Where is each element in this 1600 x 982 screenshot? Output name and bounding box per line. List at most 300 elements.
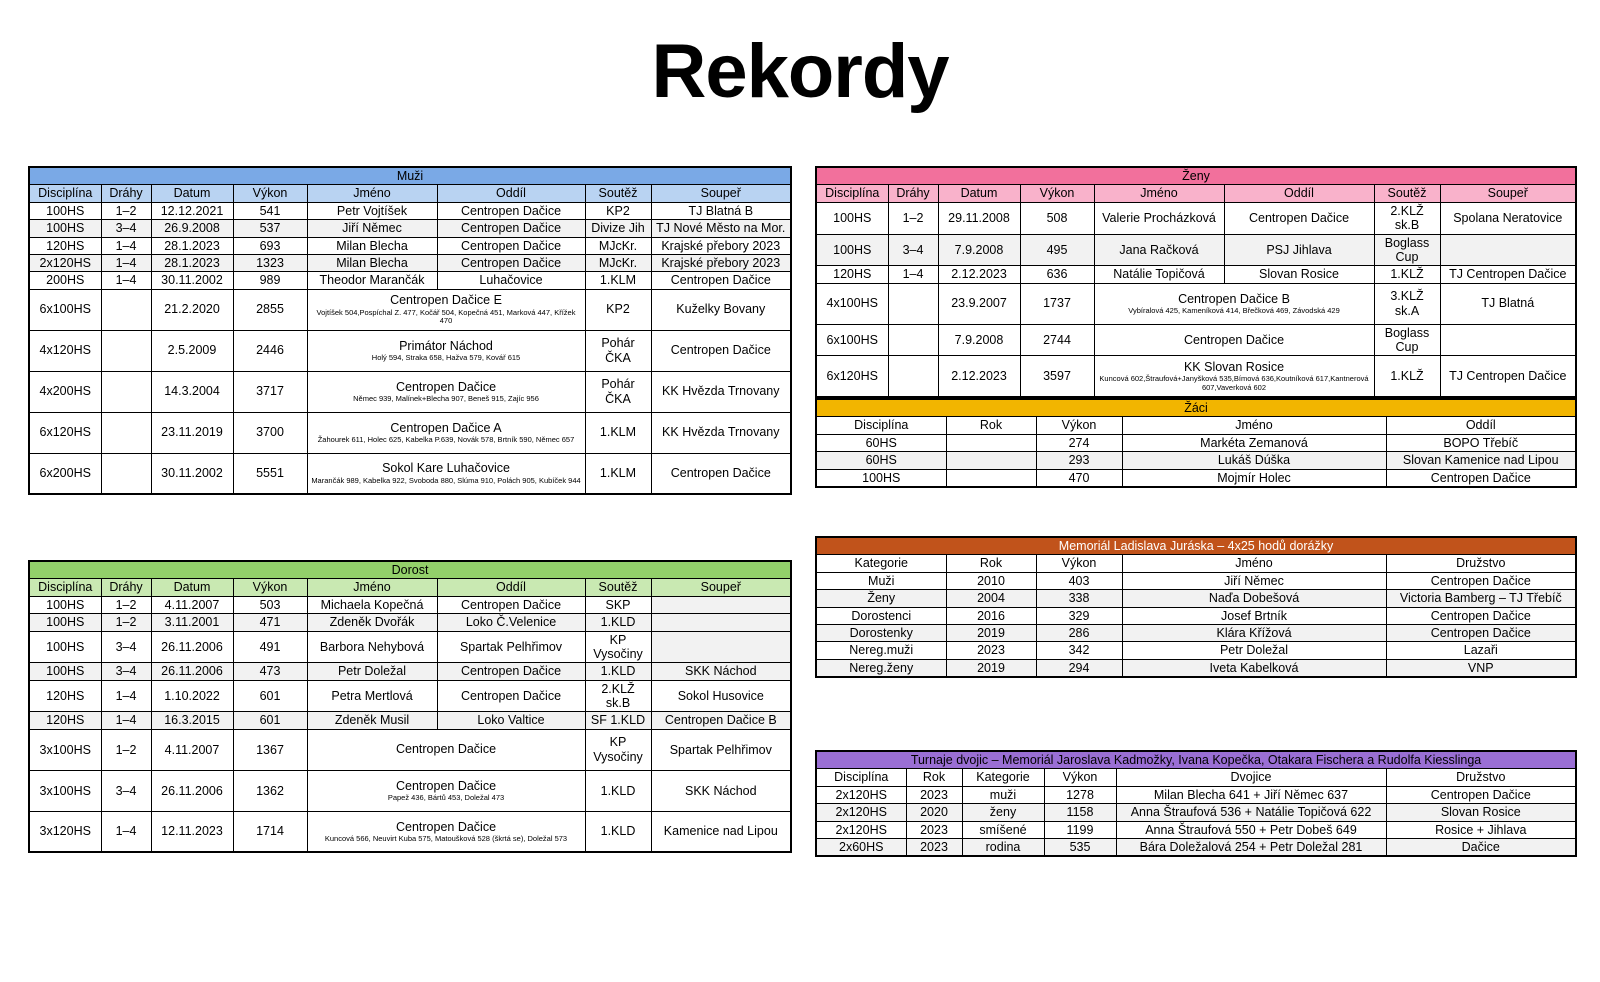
cell-jmeno: Iveta Kabelková [1122, 659, 1386, 677]
cell-druzstvo: Slovan Rosice [1386, 804, 1576, 821]
cell-vykon: 1158 [1044, 804, 1116, 821]
cell-jmeno: Josef Brtník [1122, 607, 1386, 624]
cell-soutez: KP2 [585, 289, 651, 330]
cell-rok [946, 452, 1036, 469]
cell-kategorie: Dorostenky [816, 624, 946, 641]
cell-vykon: 286 [1036, 624, 1122, 641]
cell-datum: 21.2.2020 [151, 289, 233, 330]
cell-team-detail: Vybíralová 425, Kameníková 414, Břečková 469, Závodská 429 [1128, 306, 1340, 315]
cell-rok: 2023 [906, 786, 962, 803]
table-row [816, 838, 1576, 856]
cell-soutez: 1.KLM [585, 272, 651, 289]
cell-souper: TJ Centropen Dačice [1440, 356, 1576, 397]
col-datum: Datum [151, 185, 233, 202]
cell-oddil: Slovan Rosice [1224, 266, 1374, 283]
table-row [816, 202, 1576, 234]
banner-zaci [816, 399, 1576, 417]
cell-datum: 12.12.2021 [151, 202, 233, 219]
cell-soutez: 2.KLŽ sk.B [585, 680, 651, 712]
cell-datum: 26.9.2008 [151, 220, 233, 237]
table-row [816, 234, 1576, 266]
cell-drahy: 3–4 [101, 663, 151, 680]
col-kategorie: Kategorie [962, 769, 1044, 786]
col-disciplina: Disciplína [29, 579, 101, 596]
col-vykon: Výkon [1036, 417, 1122, 434]
cell-team [307, 412, 585, 453]
cell-vykon: 2855 [233, 289, 307, 330]
cell-disciplina: 6x100HS [29, 289, 101, 330]
table-row [29, 729, 791, 770]
cell-oddil: Spartak Pelhřimov [437, 631, 585, 663]
banner-label: Muži [29, 167, 791, 185]
cell-datum: 14.3.2004 [151, 371, 233, 412]
col-dvojice: Dvojice [1116, 769, 1386, 786]
cell-soutez: Divize Jih [585, 220, 651, 237]
cell-team-name: Centropen Dačice [395, 819, 497, 834]
cell-disciplina: 100HS [816, 469, 946, 487]
cell-datum: 1.10.2022 [151, 680, 233, 712]
cell-vykon: 403 [1036, 572, 1122, 589]
cell-vykon: 693 [233, 237, 307, 254]
cell-vykon: 508 [1020, 202, 1094, 234]
cell-druzstvo: Centropen Dačice [1386, 607, 1576, 624]
table-row [816, 572, 1576, 589]
cell-soutez: MJcKr. [585, 237, 651, 254]
cell-disciplina: 100HS [816, 202, 888, 234]
cell-drahy [888, 283, 938, 324]
cell-datum: 28.1.2023 [151, 237, 233, 254]
col-soutez: Soutěž [1374, 185, 1440, 202]
cell-jmeno: Markéta Zemanová [1122, 434, 1386, 451]
cell-vykon: 470 [1036, 469, 1122, 487]
cell-dvojice: Milan Blecha 641 + Jiří Němec 637 [1116, 786, 1386, 803]
cell-vykon: 495 [1020, 234, 1094, 266]
cell-vykon: 491 [233, 631, 307, 663]
table-row [816, 659, 1576, 677]
cell-oddil: Centropen Dačice [1386, 469, 1576, 487]
cell-disciplina: 6x200HS [29, 453, 101, 494]
col-disciplina: Disciplína [816, 185, 888, 202]
cell-drahy: 1–2 [101, 614, 151, 631]
cell-drahy: 1–4 [101, 272, 151, 289]
cell-vykon: 1278 [1044, 786, 1116, 803]
table-row [29, 811, 791, 852]
cell-datum: 26.11.2006 [151, 663, 233, 680]
cell-vykon: 1737 [1020, 283, 1094, 324]
cell-soutez: 1.KLD [585, 663, 651, 680]
cell-jmeno: Naďa Dobešová [1122, 590, 1386, 607]
cell-souper [1440, 324, 1576, 356]
cell-drahy [101, 453, 151, 494]
cell-datum: 30.11.2002 [151, 272, 233, 289]
header-row-jurasek [816, 555, 1576, 572]
cell-disciplina: 2x60HS [816, 838, 906, 856]
cell-disciplina: 100HS [29, 631, 101, 663]
cell-vykon: 473 [233, 663, 307, 680]
table-row [29, 272, 791, 289]
col-jmeno: Jméno [1122, 555, 1386, 572]
table-row [29, 680, 791, 712]
cell-datum: 23.9.2007 [938, 283, 1020, 324]
cell-druzstvo: Lazaři [1386, 642, 1576, 659]
col-jmeno: Jméno [1122, 417, 1386, 434]
cell-souper [651, 596, 791, 613]
cell-kategorie: muži [962, 786, 1044, 803]
cell-vykon: 338 [1036, 590, 1122, 607]
cell-vykon: 1362 [233, 770, 307, 811]
cell-team-detail: Kuncová 566, Neuvirt Kuba 575, Matoušková 528 (škrtá se), Doležal 573 [324, 833, 568, 843]
header-row-kadmozky [816, 769, 1576, 786]
col-jmeno: Jméno [307, 579, 437, 596]
cell-soutez: 1.KLD [585, 614, 651, 631]
cell-souper [651, 631, 791, 663]
cell-souper: Sokol Husovice [651, 680, 791, 712]
cell-disciplina: 3x120HS [29, 811, 101, 852]
cell-datum: 4.11.2007 [151, 729, 233, 770]
cell-souper: Spolana Neratovice [1440, 202, 1576, 234]
cell-souper: Krajské přebory 2023 [651, 237, 791, 254]
cell-oddil: Centropen Dačice [1224, 202, 1374, 234]
cell-kategorie: smíšené [962, 821, 1044, 838]
banner-label: Ženy [816, 167, 1576, 185]
cell-jmeno: Petr Vojtíšek [307, 202, 437, 219]
cell-vykon: 294 [1036, 659, 1122, 677]
cell-jmeno: Barbora Nehybová [307, 631, 437, 663]
cell-drahy: 1–2 [101, 202, 151, 219]
cell-jmeno: Petra Mertlová [307, 680, 437, 712]
cell-team [307, 770, 585, 811]
cell-vykon: 3597 [1020, 356, 1094, 397]
cell-datum: 2.5.2009 [151, 330, 233, 371]
cell-soutez: Boglass Cup [1374, 234, 1440, 266]
table-row [816, 590, 1576, 607]
cell-datum: 3.11.2001 [151, 614, 233, 631]
cell-souper: Centropen Dačice [651, 272, 791, 289]
cell-disciplina: 120HS [816, 266, 888, 283]
cell-oddil: Centropen Dačice [437, 680, 585, 712]
cell-rok [946, 434, 1036, 451]
table-row [29, 663, 791, 680]
cell-druzstvo: Victoria Bamberg – TJ Třebíč [1386, 590, 1576, 607]
cell-disciplina: 100HS [29, 220, 101, 237]
cell-disciplina: 60HS [816, 434, 946, 451]
cell-datum: 23.11.2019 [151, 412, 233, 453]
col-souper: Soupeř [651, 185, 791, 202]
cell-jmeno: Zdeněk Dvořák [307, 614, 437, 631]
cell-jmeno: Jiří Němec [307, 220, 437, 237]
cell-druzstvo: VNP [1386, 659, 1576, 677]
cell-team-name: Centropen Dačice E [390, 293, 502, 308]
cell-datum: 7.9.2008 [938, 324, 1020, 356]
cell-disciplina: 100HS [29, 202, 101, 219]
cell-jmeno: Mojmír Holec [1122, 469, 1386, 487]
cell-disciplina: 120HS [29, 680, 101, 712]
table-kadmozky [815, 750, 1575, 857]
cell-vykon: 342 [1036, 642, 1122, 659]
cell-kategorie: Dorostenci [816, 607, 946, 624]
cell-souper: SKK Náchod [651, 663, 791, 680]
cell-disciplina: 2x120HS [816, 804, 906, 821]
cell-vykon: 601 [233, 680, 307, 712]
table-row [816, 356, 1576, 397]
cell-drahy: 3–4 [101, 770, 151, 811]
col-vykon: Výkon [233, 185, 307, 202]
cell-rok: 2019 [946, 659, 1036, 677]
cell-team-name: Centropen Dačice B [1178, 291, 1290, 306]
cell-datum: 7.9.2008 [938, 234, 1020, 266]
table-row [29, 289, 791, 330]
cell-vykon: 3700 [233, 412, 307, 453]
cell-datum: 16.3.2015 [151, 712, 233, 729]
cell-team [307, 811, 585, 852]
cell-oddil: Luhačovice [437, 272, 585, 289]
cell-disciplina: 3x100HS [29, 770, 101, 811]
cell-drahy [101, 412, 151, 453]
cell-vykon: 989 [233, 272, 307, 289]
cell-vykon: 636 [1020, 266, 1094, 283]
col-oddil: Oddíl [1224, 185, 1374, 202]
header-row-muzi [29, 185, 791, 202]
table-row [29, 412, 791, 453]
cell-vykon: 293 [1036, 452, 1122, 469]
cell-jmeno: Klára Křížová [1122, 624, 1386, 641]
table-row [816, 821, 1576, 838]
cell-vykon: 2446 [233, 330, 307, 371]
cell-drahy: 3–4 [888, 234, 938, 266]
cell-disciplina: 100HS [29, 614, 101, 631]
cell-oddil: BOPO Třebíč [1386, 434, 1576, 451]
cell-souper: Centropen Dačice [651, 330, 791, 371]
col-souper: Soupeř [651, 579, 791, 596]
table-row [29, 596, 791, 613]
cell-jmeno: Michaela Kopečná [307, 596, 437, 613]
cell-disciplina: 4x200HS [29, 371, 101, 412]
cell-disciplina: 6x120HS [29, 412, 101, 453]
col-drahy: Dráhy [101, 579, 151, 596]
col-rok: Rok [906, 769, 962, 786]
cell-vykon: 1714 [233, 811, 307, 852]
cell-soutez: 3.KLŽ sk.A [1374, 283, 1440, 324]
cell-souper: KK Hvězda Trnovany [651, 412, 791, 453]
cell-vykon: 535 [1044, 838, 1116, 856]
cell-vykon: 1367 [233, 729, 307, 770]
table-row [29, 631, 791, 663]
table-row [816, 283, 1576, 324]
cell-souper [1440, 234, 1576, 266]
cell-vykon: 1199 [1044, 821, 1116, 838]
col-drahy: Dráhy [888, 185, 938, 202]
table-row [816, 607, 1576, 624]
cell-team-name: Centropen Dačice [395, 379, 497, 394]
cell-soutez: 1.KLM [585, 453, 651, 494]
banner-label: Memoriál Ladislava Juráska – 4x25 hodů dorážky [816, 537, 1576, 555]
col-druzstvo: Družstvo [1386, 555, 1576, 572]
cell-soutez: Pohár ČKA [585, 330, 651, 371]
col-vykon: Výkon [233, 579, 307, 596]
table-row [29, 254, 791, 271]
cell-vykon: 2744 [1020, 324, 1094, 356]
cell-jmeno: Jiří Němec [1122, 572, 1386, 589]
banner-label: Dorost [29, 561, 791, 579]
table-muzi [28, 166, 790, 495]
cell-team-detail: Žahourek 611, Holec 625, Kabelka P.639, Novák 578, Brtník 590, Němec 657 [317, 435, 575, 444]
cell-rok [946, 469, 1036, 487]
cell-team [307, 371, 585, 412]
cell-drahy: 1–4 [101, 680, 151, 712]
cell-drahy [101, 330, 151, 371]
page-title: Rekordy [651, 29, 949, 114]
cell-drahy: 1–4 [101, 811, 151, 852]
cell-oddil: Centropen Dačice [437, 237, 585, 254]
cell-oddil: PSJ Jihlava [1224, 234, 1374, 266]
table-row [816, 469, 1576, 487]
cell-soutez: 1.KLŽ [1374, 356, 1440, 397]
cell-soutez: SF 1.KLD [585, 712, 651, 729]
col-oddil: Oddíl [1386, 417, 1576, 434]
cell-team [1094, 356, 1374, 397]
cell-vykon: 3717 [233, 371, 307, 412]
cell-oddil: Centropen Dačice [437, 220, 585, 237]
cell-oddil: Centropen Dačice [437, 663, 585, 680]
cell-rok: 2020 [906, 804, 962, 821]
cell-dvojice: Anna Štraufová 550 + Petr Dobeš 649 [1116, 821, 1386, 838]
cell-soutez: KP Vysočiny [585, 631, 651, 663]
col-souper: Soupeř [1440, 185, 1576, 202]
cell-rok: 2023 [906, 838, 962, 856]
cell-vykon: 601 [233, 712, 307, 729]
cell-souper: TJ Nové Město na Mor. [651, 220, 791, 237]
cell-soutez: 1.KLŽ [1374, 266, 1440, 283]
cell-souper: TJ Blatná B [651, 202, 791, 219]
cell-jmeno: Zdeněk Musil [307, 712, 437, 729]
cell-rok: 2010 [946, 572, 1036, 589]
cell-rok: 2004 [946, 590, 1036, 607]
cell-souper: Krajské přebory 2023 [651, 254, 791, 271]
cell-team-detail: Papež 436, Bártů 453, Doležal 473 [387, 793, 505, 803]
cell-soutez: KP2 [585, 202, 651, 219]
cell-drahy: 1–2 [888, 202, 938, 234]
table-row [816, 434, 1576, 451]
cell-drahy [101, 371, 151, 412]
header-row-zeny [816, 185, 1576, 202]
cell-souper: TJ Blatná [1440, 283, 1576, 324]
cell-datum: 12.11.2023 [151, 811, 233, 852]
cell-souper: Spartak Pelhřimov [651, 729, 791, 770]
cell-drahy: 1–4 [101, 712, 151, 729]
cell-disciplina: 3x100HS [29, 729, 101, 770]
cell-drahy: 1–2 [101, 596, 151, 613]
table-zeny [815, 166, 1575, 398]
cell-vykon: 5551 [233, 453, 307, 494]
cell-jmeno: Theodor Marančák [307, 272, 437, 289]
col-rok: Rok [946, 555, 1036, 572]
cell-dvojice: Anna Štraufová 536 + Natálie Topičová 622 [1116, 804, 1386, 821]
table-row [816, 804, 1576, 821]
col-vykon: Výkon [1020, 185, 1094, 202]
col-datum: Datum [938, 185, 1020, 202]
col-soutez: Soutěž [585, 185, 651, 202]
cell-drahy [888, 324, 938, 356]
cell-soutez: MJcKr. [585, 254, 651, 271]
col-vykon: Výkon [1036, 555, 1122, 572]
col-vykon: Výkon [1044, 769, 1116, 786]
cell-souper: Kuželky Bovany [651, 289, 791, 330]
cell-drahy: 3–4 [101, 220, 151, 237]
cell-kategorie: Nereg.muži [816, 642, 946, 659]
table-row [29, 614, 791, 631]
cell-disciplina: 2x120HS [816, 786, 906, 803]
col-kategorie: Kategorie [816, 555, 946, 572]
col-drahy: Dráhy [101, 185, 151, 202]
cell-vykon: 1323 [233, 254, 307, 271]
cell-drahy [888, 356, 938, 397]
banner-kadmozky [816, 751, 1576, 769]
col-rok: Rok [946, 417, 1036, 434]
col-oddil: Oddíl [437, 185, 585, 202]
cell-druzstvo: Rosice + Jihlava [1386, 821, 1576, 838]
table-row [29, 770, 791, 811]
cell-datum: 2.12.2023 [938, 356, 1020, 397]
cell-team-name: Centropen Dačice A [390, 420, 502, 435]
cell-disciplina: 100HS [29, 596, 101, 613]
cell-team-name: Sokol Kare Luhačovice [382, 461, 510, 476]
cell-vykon: 503 [233, 596, 307, 613]
cell-soutez: 1.KLM [585, 412, 651, 453]
cell-team-detail: Vojtíšek 504,Pospíchal Z. 477, Kočář 504, Kopečná 451, Marková 447, Křížek 470 [316, 307, 576, 326]
col-druzstvo: Družstvo [1386, 769, 1576, 786]
table-dorost [28, 560, 790, 853]
cell-team [1094, 283, 1374, 324]
cell-oddil: Centropen Dačice [437, 254, 585, 271]
cell-team-name: Centropen Dačice [395, 742, 497, 757]
cell-team [307, 453, 585, 494]
table-jurasek [815, 536, 1575, 678]
table-row [29, 371, 791, 412]
col-soutez: Soutěž [585, 579, 651, 596]
cell-oddil: Loko Valtice [437, 712, 585, 729]
cell-team-detail: Marančák 989, Kabelka 922, Svoboda 880, Slúma 910, Polách 905, Kubíček 944 [311, 475, 581, 485]
table-row [29, 237, 791, 254]
cell-soutez: 2.KLŽ sk.B [1374, 202, 1440, 234]
cell-druzstvo: Centropen Dačice [1386, 786, 1576, 803]
cell-disciplina: 60HS [816, 452, 946, 469]
cell-dvojice: Bára Doležalová 254 + Petr Doležal 281 [1116, 838, 1386, 856]
table-row [29, 202, 791, 219]
cell-team [307, 289, 585, 330]
cell-datum: 26.11.2006 [151, 770, 233, 811]
col-datum: Datum [151, 579, 233, 596]
banner-muzi [29, 167, 791, 185]
cell-oddil: Centropen Dačice [437, 202, 585, 219]
table-row [816, 324, 1576, 356]
cell-jmeno: Natálie Topičová [1094, 266, 1224, 283]
cell-team [307, 330, 585, 371]
cell-drahy: 1–4 [101, 254, 151, 271]
cell-soutez: Boglass Cup [1374, 324, 1440, 356]
cell-disciplina: 2x120HS [29, 254, 101, 271]
cell-jmeno: Milan Blecha [307, 254, 437, 271]
cell-kategorie: Nereg.ženy [816, 659, 946, 677]
cell-disciplina: 4x120HS [29, 330, 101, 371]
cell-datum: 30.11.2002 [151, 453, 233, 494]
table-row [816, 624, 1576, 641]
cell-vykon: 274 [1036, 434, 1122, 451]
cell-team-detail: Holý 594, Straka 658, Hažva 579, Kovář 615 [371, 353, 521, 362]
col-oddil: Oddíl [437, 579, 585, 596]
cell-jmeno: Milan Blecha [307, 237, 437, 254]
col-jmeno: Jméno [1094, 185, 1224, 202]
cell-disciplina: 4x100HS [816, 283, 888, 324]
